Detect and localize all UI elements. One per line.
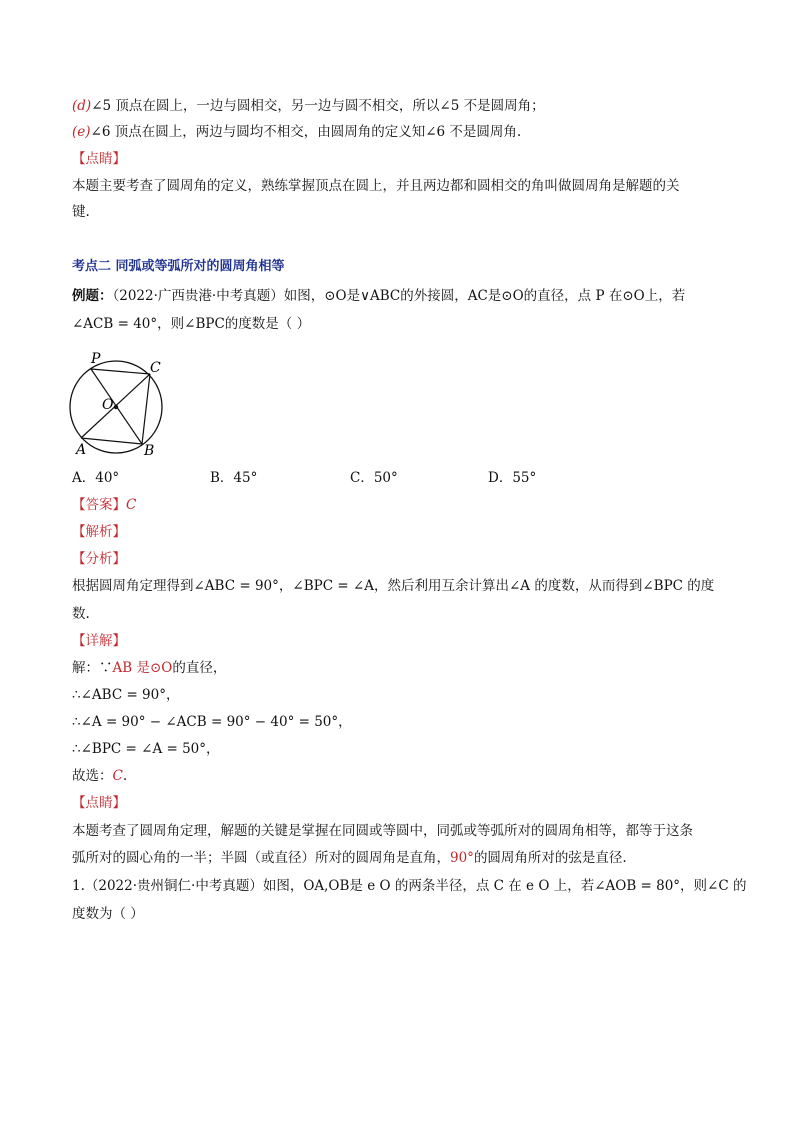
- label-p: P: [91, 351, 101, 367]
- dianjing-1-text-b: 键.: [72, 204, 90, 220]
- solution-step-3: ∴∠A = 90° − ∠ACB = 90° − 40° = 50°，: [72, 714, 352, 730]
- label-o: O: [102, 397, 114, 413]
- heading-dianjing-1: 【点睛】: [72, 151, 126, 167]
- dianjing-1-text-a: 本题主要考查了圆周角的定义，熟练掌握顶点在圆上，并且两边都和圆相交的角叫做圆周角是解题的关: [72, 178, 680, 194]
- solution-step-1: [72, 658, 226, 678]
- heading-fenxi: 【分析】: [72, 551, 126, 567]
- sol-1-red: AB 是⊙O: [112, 660, 173, 676]
- choice-b[interactable]: [210, 468, 257, 488]
- dianjing-2-b-b: 的圆周角所对的弦是直径.: [473, 850, 627, 866]
- choice-a-value: 40°: [95, 470, 120, 486]
- sol-5-suffix: .: [122, 768, 128, 784]
- question-1-text-b: 度数为（ ）: [72, 906, 144, 922]
- label-a: A: [76, 442, 87, 458]
- fenxi-text-a: 根据圆周角定理得到∠ABC = 90°，∠BPC = ∠A，然后利用互余计算出∠A 的度数，从而得到∠BPC 的度: [72, 578, 715, 594]
- label-c: C: [150, 360, 161, 376]
- choice-c-value: 50°: [373, 470, 398, 486]
- text-e: ∠6 顶点在圆上，两边与圆均不相交，由圆周角的定义知∠6 不是圆周角.: [90, 124, 522, 140]
- sol-5-red: C: [112, 768, 123, 784]
- circle-figure: [66, 345, 176, 460]
- label-e: (e): [72, 124, 91, 140]
- label-b: B: [144, 443, 155, 459]
- dianjing-2-b-a: 弧所对的圆心角的一半；半圆（或直径）所对的圆周角是直角，: [72, 850, 450, 866]
- answer-value: C: [126, 497, 137, 513]
- example-line-a: [72, 286, 685, 306]
- section-title: 考点二 同弧或等弧所对的圆周角相等: [72, 259, 285, 274]
- label-d: (d): [72, 98, 92, 114]
- example-text-a: （2022·广西贵港·中考真题）如图，⊙O是∨ABC的外接圆，AC是⊙O的直径，点 P 在⊙O上，若: [112, 288, 686, 304]
- choice-a[interactable]: [72, 468, 119, 488]
- text-d: ∠5 顶点在圆上，一边与圆相交，另一边与圆不相交，所以∠5 不是圆周角；: [91, 98, 545, 114]
- choice-b-value: 45°: [233, 470, 258, 486]
- sol-5-prefix: 故选：: [72, 768, 113, 784]
- sol-1-prefix: 解：∵: [72, 660, 113, 676]
- solution-step-2: ∴∠ABC = 90°，: [72, 687, 180, 703]
- answer-line: [72, 495, 136, 515]
- choice-a-letter: A．: [72, 470, 96, 486]
- solution-step-4: ∴∠BPC = ∠A = 50°，: [72, 741, 220, 757]
- choice-d-letter: D．: [488, 470, 513, 486]
- example-label: 例题：: [72, 288, 113, 304]
- choice-d[interactable]: [488, 468, 536, 488]
- fenxi-text-b: 数.: [72, 606, 90, 622]
- dianjing-2-text-a: 本题考查了圆周角定理，解题的关键是掌握在同圆或等圆中，同弧或等弧所对的圆周角相等，都等于这条: [72, 823, 693, 839]
- question-1-text-a: 1.（2022·贵州铜仁·中考真题）如图，OA,OB是 e O 的两条半径，点 C 在 e O 上，若∠AOB = 80°，则∠C 的: [72, 878, 747, 894]
- example-text-b: ∠ACB = 40°，则∠BPC的度数是（ ）: [72, 316, 311, 332]
- choice-b-letter: B．: [210, 470, 234, 486]
- solution-line-e: [72, 122, 521, 142]
- sol-1-suffix: 的直径，: [172, 660, 227, 676]
- solution-line-d: [72, 96, 545, 116]
- choice-c[interactable]: [350, 468, 398, 488]
- dianjing-2-b-red: 90°: [450, 850, 474, 866]
- answer-label: 【答案】: [72, 497, 126, 513]
- heading-jiexi: 【解析】: [72, 524, 126, 540]
- dianjing-2-text-b: [72, 848, 627, 868]
- choice-d-value: 55°: [512, 470, 537, 486]
- heading-xiangjie: 【详解】: [72, 633, 126, 649]
- solution-step-5: [72, 766, 127, 786]
- heading-dianjing-2: 【点睛】: [72, 795, 126, 811]
- choice-c-letter: C．: [350, 470, 374, 486]
